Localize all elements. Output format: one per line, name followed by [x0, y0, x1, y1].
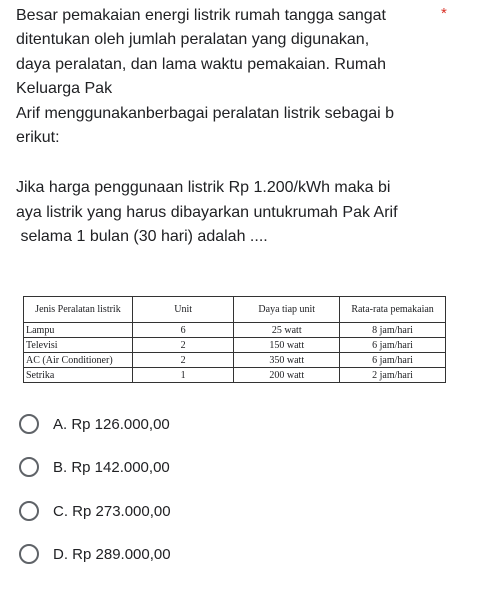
table-header-row: [24, 297, 446, 323]
cell-unit: 2: [132, 338, 234, 353]
cell-power: 25 watt: [234, 323, 340, 338]
radio-circle-icon[interactable]: [19, 457, 39, 477]
table-row: [24, 368, 446, 383]
option-a[interactable]: [19, 412, 170, 436]
header-unit: Unit: [132, 297, 234, 323]
cell-power: 200 watt: [234, 368, 340, 383]
cell-appliance: AC (Air Conditioner): [24, 353, 133, 368]
option-label[interactable]: D. Rp 289.000,00: [53, 545, 171, 563]
required-asterisk: *: [441, 5, 447, 22]
option-c[interactable]: [19, 499, 171, 523]
question-paragraph-2: [16, 176, 446, 249]
radio-circle-icon[interactable]: [19, 501, 39, 521]
header-power: Daya tiap unit: [234, 297, 340, 323]
question-line: Arif menggunakanberbagai peralatan listrik sebagai b: [16, 104, 395, 122]
option-label[interactable]: B. Rp 142.000,00: [53, 458, 170, 476]
radio-circle-icon[interactable]: [19, 414, 39, 434]
cell-unit: 2: [132, 353, 234, 368]
option-label[interactable]: C. Rp 273.000,00: [53, 502, 171, 520]
appliance-table-image: [23, 296, 446, 383]
cell-usage: 6 jam/hari: [340, 338, 446, 353]
cell-unit: 6: [132, 323, 234, 338]
header-appliance: Jenis Peralatan listrik: [24, 297, 133, 323]
cell-usage: 2 jam/hari: [340, 368, 446, 383]
question-line: ditentukan oleh jumlah peralatan yang digunakan,: [16, 31, 370, 49]
option-label[interactable]: A. Rp 126.000,00: [53, 415, 170, 433]
cell-appliance: Setrika: [24, 368, 133, 383]
table-row: [24, 353, 446, 368]
cell-appliance: Televisi: [24, 338, 133, 353]
option-d[interactable]: [19, 542, 171, 566]
cell-power: 350 watt: [234, 353, 340, 368]
cell-unit: 1: [132, 368, 234, 383]
cell-appliance: Lampu: [24, 323, 133, 338]
appliance-table: [23, 296, 446, 383]
table-row: [24, 338, 446, 353]
radio-circle-icon[interactable]: [19, 544, 39, 564]
option-b[interactable]: [19, 455, 170, 479]
question-line: selama 1 bulan (30 hari) adalah ....: [16, 228, 268, 246]
question-line: Besar pemakaian energi listrik rumah tangga sangat: [16, 7, 386, 24]
question-line: aya listrik yang harus dibayarkan untukrumah Pak Arif: [16, 203, 398, 221]
question-text: [16, 4, 446, 250]
question-line: Keluarga Pak: [16, 80, 113, 98]
header-usage: Rata-rata pemakaian: [340, 297, 446, 323]
cell-usage: 6 jam/hari: [340, 353, 446, 368]
question-line: erikut:: [16, 129, 60, 147]
table-row: [24, 323, 446, 338]
question-paragraph-1: [16, 4, 446, 150]
question-line: daya peralatan, dan lama waktu pemakaian. Rumah: [16, 55, 386, 73]
cell-power: 150 watt: [234, 338, 340, 353]
question-line: Jika harga penggunaan listrik Rp 1.200/kWh maka bi: [16, 179, 391, 197]
cell-usage: 8 jam/hari: [340, 323, 446, 338]
